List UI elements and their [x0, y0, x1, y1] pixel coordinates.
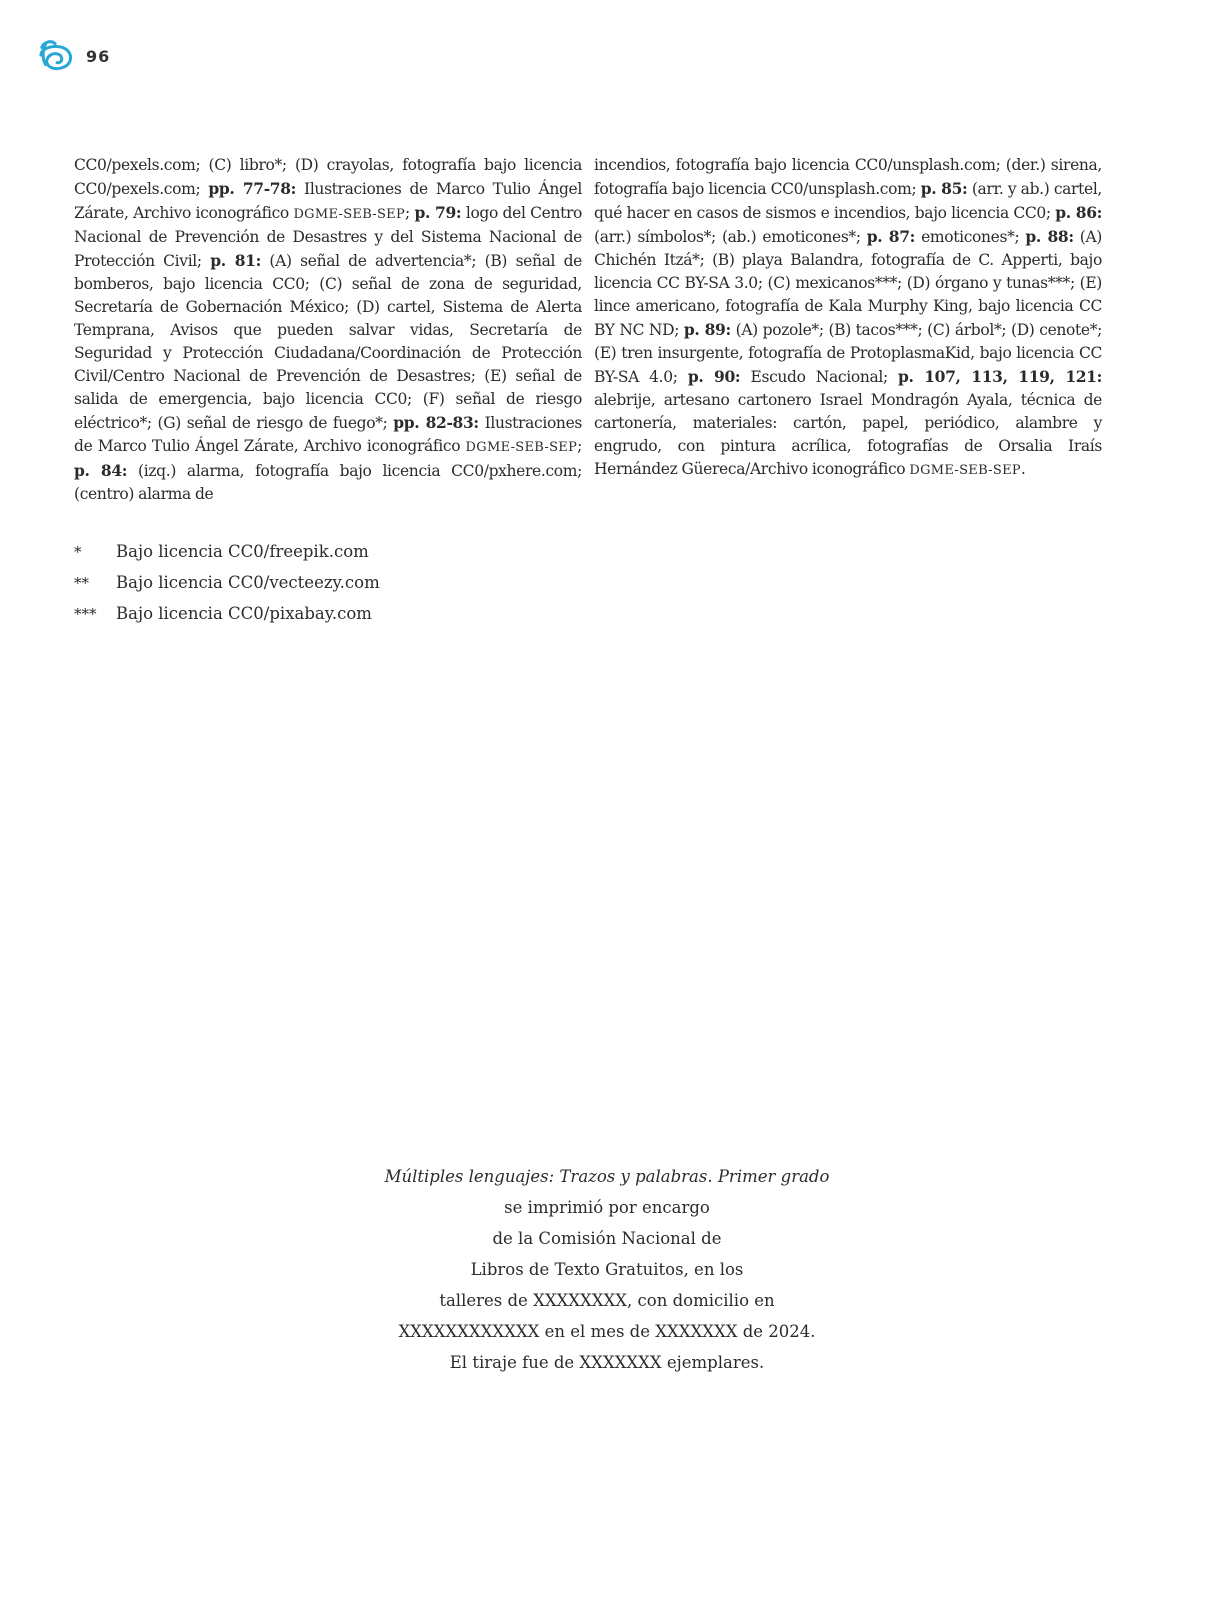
- credit-text: .: [1020, 460, 1026, 478]
- colophon-line: se imprimió por encargo: [504, 1198, 710, 1217]
- credit-text: (arr.) símbolos*; (ab.) emoticones*;: [594, 228, 867, 246]
- page-reference: p. 81:: [210, 251, 261, 270]
- image-credits: [74, 154, 1102, 506]
- page-reference: p. 107, 113, 119, 121:: [898, 367, 1102, 386]
- credit-text: (A) señal de advertencia*; (B) señal de bomberos, bajo licencia CC0; (C) señal de zona de seguridad, Secretaría de Gobernación México; (D) cartel, Sistema de Alerta Temprana, Avisos que pueden salvar vidas, Secretaría de Seguridad y Protección Ciudadana/Coordinación de Protección Civil/Centro Nacional de Prevención de Desastres; (E) señal de salida de emergencia, bajo licencia CC0; (F) señal de riesgo eléctrico*; (G) señal de riesgo de fuego*;: [74, 252, 582, 432]
- page-header: [38, 36, 110, 76]
- credit-text: (arr. y ab.) cartel, qué hacer en casos de sismos e incendios, bajo licencia CC0;: [594, 180, 1102, 222]
- archive-acronym: DGME-SEB-SEP: [909, 463, 1021, 478]
- credit-text: incendios, fotografía bajo licencia CC0/unsplash.com; (der.) sirena, fotografía bajo licencia CC0/unsplash.com;: [594, 156, 1102, 198]
- credit-text: Ilustraciones de Marco Tulio Ángel Zárate, Archivo iconográfico: [74, 180, 582, 222]
- page-reference: pp. 77-78:: [208, 179, 297, 198]
- colophon-line: talleres de XXXXXXXX, con domicilio en: [439, 1291, 775, 1310]
- page-reference: p. 89:: [683, 320, 731, 339]
- page-reference: p. 86:: [1055, 203, 1102, 222]
- page-reference: p. 87:: [866, 227, 916, 246]
- credit-text: (A) pozole*; (B) tacos***; (C) árbol*; (D) cenote*; (E) tren insurgente, fotografía de ProtoplasmaKid, bajo licencia CC BY-SA 4.0;: [594, 321, 1102, 386]
- colophon-line: Libros de Texto Gratuitos, en los: [470, 1260, 744, 1279]
- footnote-item: [74, 567, 574, 598]
- page-reference: p. 90:: [687, 367, 741, 386]
- footnote-text: Bajo licencia CC0/pixabay.com: [116, 604, 372, 623]
- page-reference: p. 85:: [920, 179, 968, 198]
- colophon-line: de la Comisión Nacional de: [492, 1229, 722, 1248]
- credits-column-left: [74, 154, 582, 506]
- page-reference: pp. 82-83:: [393, 413, 479, 432]
- credit-text: Ilustraciones de Marco Tulio Ángel Zárate, Archivo iconográfico: [74, 414, 582, 455]
- credit-text: (A) Chichén Itzá*; (B) playa Balandra, fotografía de C. Apperti, bajo licencia CC BY-SA 3.0; (C) mexicanos***; (D) órgano y tunas***; (E) lince americano, fotografía de Kala Murphy King, bajo licencia CC BY NC ND;: [594, 228, 1102, 339]
- footnote-mark: *: [74, 542, 82, 561]
- credit-text: (izq.) alarma, fotografía bajo licencia CC0/pxhere.com; (centro) alarma de: [74, 462, 582, 503]
- swirl-logo-icon: [38, 38, 76, 74]
- footnotes-list: [74, 536, 574, 629]
- credit-text: CC0/pexels.com; (C) libro*; (D) crayolas, fotografía bajo licencia CC0/pexels.com;: [74, 156, 582, 198]
- archive-acronym: DGME-SEB-SEP: [293, 207, 406, 222]
- colophon-title: Múltiples lenguajes: Trazos y palabras. Primer grado: [384, 1167, 830, 1186]
- archive-acronym: DGME-SEB-SEP: [465, 440, 578, 455]
- colophon: [300, 1161, 914, 1378]
- footnote-mark: ***: [74, 604, 97, 623]
- credit-text: ;: [577, 437, 582, 455]
- page-reference: p. 79:: [414, 203, 462, 222]
- footnote-item: [74, 536, 574, 567]
- credits-column-right: [594, 154, 1102, 506]
- footnote-text: Bajo licencia CC0/vecteezy.com: [116, 573, 380, 592]
- footnote-item: [74, 598, 574, 629]
- credit-text: logo del Centro Nacional de Prevención de Desastres y del Sistema Nacional de Protección Civil;: [74, 204, 582, 270]
- footnote-mark: **: [74, 573, 89, 592]
- credit-text: Escudo Nacional;: [740, 368, 899, 386]
- credit-text: ;: [405, 204, 415, 222]
- page-reference: p. 88:: [1025, 227, 1074, 246]
- page-reference: p. 84:: [74, 461, 128, 480]
- credit-text: alebrije, artesano cartonero Israel Mondragón Ayala, técnica de cartonería, materiales: cartón, papel, periódico, alambre y engrudo, con pintura acrílica, fotografías de Orsalia Iraís Hernández Güereca/Archivo iconográfico: [594, 391, 1102, 478]
- page-number: 96: [86, 46, 111, 66]
- footnote-text: Bajo licencia CC0/freepik.com: [116, 542, 369, 561]
- colophon-line: XXXXXXXXXXXX en el mes de XXXXXXX de 2024.: [398, 1322, 816, 1341]
- colophon-line: El tiraje fue de XXXXXXX ejemplares.: [449, 1353, 765, 1372]
- credit-text: emoticones*;: [915, 228, 1026, 246]
